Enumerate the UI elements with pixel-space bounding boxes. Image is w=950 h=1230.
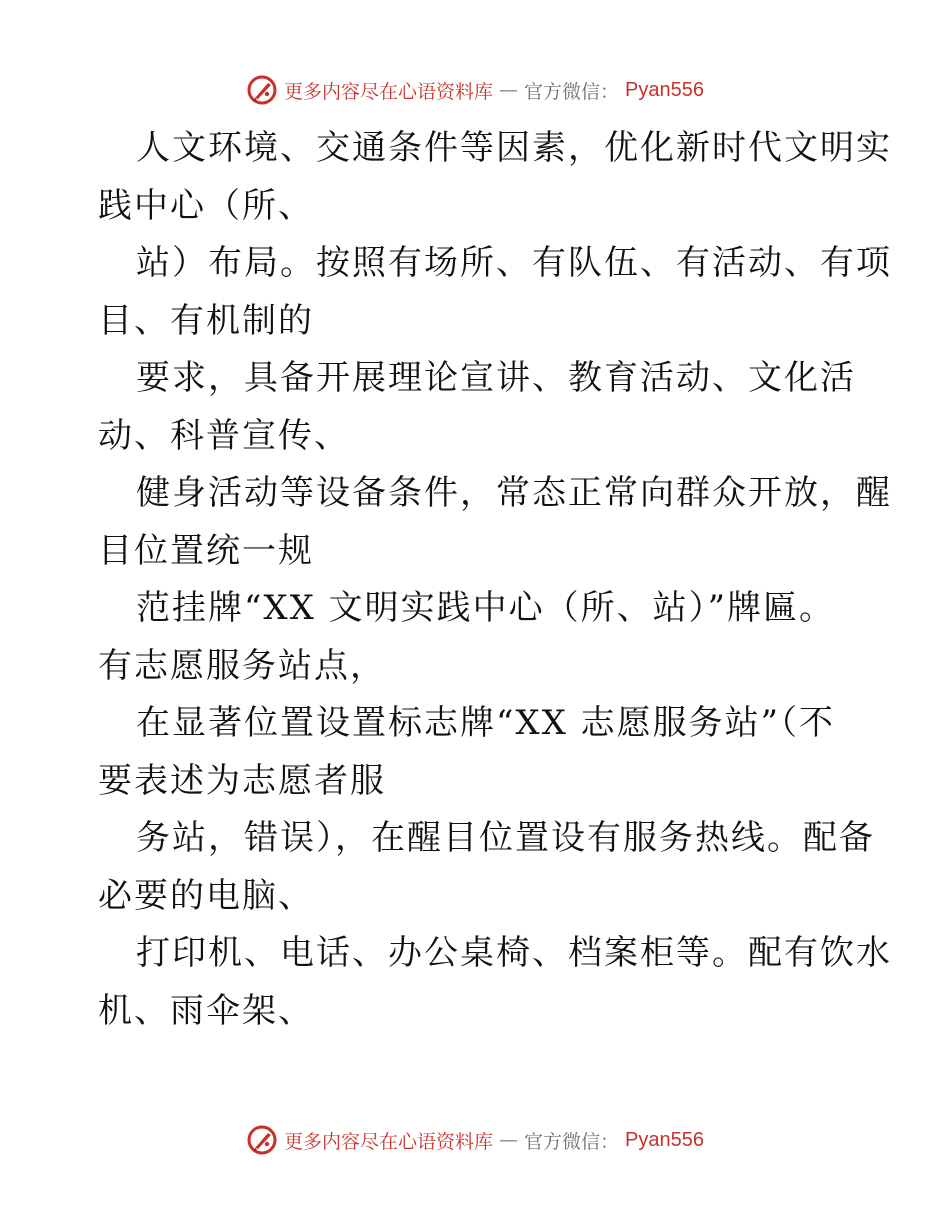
quill-seal-icon	[246, 1124, 278, 1156]
footer-brand-text: 更多内容尽在心语资料库	[284, 1130, 494, 1153]
text-line: 范挂牌“XX 文明实践中心（所、站）”牌匾。	[136, 588, 835, 628]
text-line: 目、有机制的	[98, 300, 314, 341]
document-body	[98, 120, 892, 1040]
footer-watermark	[0, 1120, 950, 1160]
text-line: 站）布局。按照有场所、有队伍、有活动、有项	[136, 243, 892, 283]
text-line: 目位置统一规	[98, 530, 314, 571]
text-line: 机、雨伞架、	[98, 990, 314, 1031]
text-line: 打印机、电话、办公桌椅、档案柜等。配有饮水	[136, 933, 892, 973]
text-line: 动、科普宣传、	[98, 415, 350, 456]
text-line: 践中心（所、	[98, 185, 314, 226]
quill-seal-icon	[246, 74, 278, 106]
header-wechat-id: Pyan556	[625, 78, 704, 101]
header-separator: —	[499, 79, 519, 101]
footer-separator: —	[499, 1129, 519, 1151]
text-line: 有志愿服务站点，	[98, 645, 386, 686]
text-line: 要求，具备开展理论宣讲、教育活动、文化活	[136, 358, 856, 398]
footer-wechat-id: Pyan556	[625, 1128, 704, 1151]
text-line: 务站，错误），在醒目位置设有服务热线。配备	[136, 818, 875, 858]
header-brand-text: 更多内容尽在心语资料库	[284, 80, 494, 103]
text-line: 人文环境、交通条件等因素，优化新时代文明实	[136, 128, 892, 168]
footer-wechat-label: 官方微信：	[524, 1130, 620, 1153]
text-line: 在显著位置设置标志牌“XX 志愿服务站”（不	[136, 703, 835, 743]
text-line: 健身活动等设备条件，常态正常向群众开放，醒	[136, 473, 892, 513]
text-line: 必要的电脑、	[98, 875, 314, 916]
text-line: 要表述为志愿者服	[98, 760, 386, 801]
header-wechat-label: 官方微信：	[524, 80, 620, 103]
header-watermark	[0, 70, 950, 110]
